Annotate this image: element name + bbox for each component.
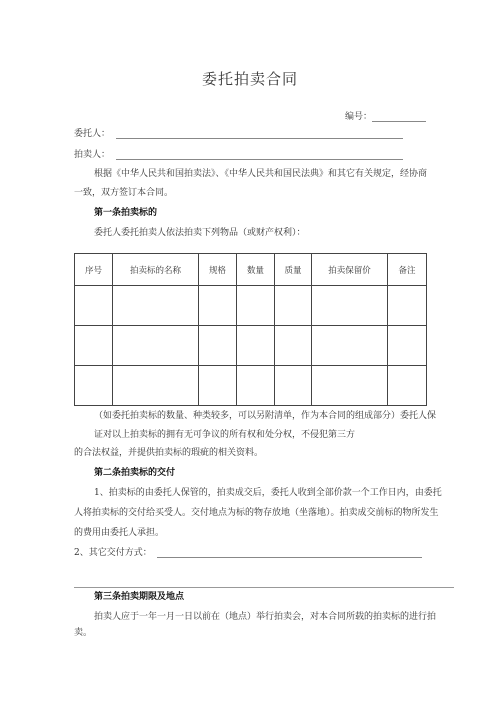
- other-delivery-field[interactable]: [157, 557, 422, 558]
- number-field[interactable]: [372, 121, 426, 122]
- table-cell[interactable]: [113, 286, 199, 326]
- col-header-reserve-price: 拍卖保留价: [312, 254, 388, 286]
- table-cell[interactable]: [237, 326, 275, 366]
- intro-text-cont: 一致，双方签订本合同。: [74, 188, 174, 198]
- table-row: [75, 366, 427, 406]
- page-title: 委托拍卖合同: [201, 70, 298, 88]
- table-note-cont: 的合法权益，并提供拍卖标的瑕疵的相关资料。: [74, 448, 264, 458]
- col-header-quality: 质量: [275, 254, 312, 286]
- article2-text-cont: 人将拍卖标的交付给买受人。交付地点为标的物存放地（坐落地）。拍卖成交前标的物所发生: [74, 508, 439, 518]
- article2-text-cont: 的费用由委托人承担。: [74, 528, 165, 538]
- consignor-field[interactable]: [116, 138, 403, 139]
- intro-text: 根据《中华人民共和国拍卖法》、《中华人民共和国民法典》和其它有关规定，经协商: [94, 169, 428, 179]
- article1-heading: 第一条拍卖标的: [94, 208, 158, 218]
- table-cell[interactable]: [75, 326, 113, 366]
- table-cell[interactable]: [199, 366, 237, 406]
- col-header-remarks: 备注: [388, 254, 427, 286]
- article3-text-cont: 卖。: [74, 628, 93, 638]
- table-cell[interactable]: [312, 326, 388, 366]
- other-delivery-label: 2、其它交付方式：: [74, 548, 152, 558]
- table-cell[interactable]: [312, 286, 388, 326]
- number-label: 编号：: [345, 112, 373, 122]
- col-header-index: 序号: [75, 254, 113, 286]
- table-note-cont: 证对以上拍卖标的拥有无可争议的所有权和处分权，不侵犯第三方: [94, 430, 356, 440]
- table-cell[interactable]: [275, 286, 312, 326]
- table-cell[interactable]: [275, 366, 312, 406]
- auctioneer-label: 拍卖人：: [74, 150, 111, 160]
- article2-text: 1、拍卖标的由委托人保管的，拍卖成交后，委托人收到全部价款一个工作日内，由委托: [94, 488, 442, 498]
- table-cell[interactable]: [312, 366, 388, 406]
- col-header-spec: 规格: [199, 254, 237, 286]
- auctioneer-field[interactable]: [116, 159, 403, 160]
- table-row: [75, 286, 427, 326]
- table-cell[interactable]: [388, 286, 427, 326]
- table-note: （如委托拍卖标的数量、种类较多，可以另附清单，作为本合同的组成部分）委托人保: [94, 411, 437, 421]
- col-header-quantity: 数量: [237, 254, 275, 286]
- table-cell[interactable]: [199, 326, 237, 366]
- auction-items-table: [74, 253, 427, 406]
- table-cell[interactable]: [113, 366, 199, 406]
- table-cell[interactable]: [113, 326, 199, 366]
- article1-text: 委托人委托拍卖人依法拍卖下列物品（或财产权利）：: [94, 228, 306, 238]
- table-cell[interactable]: [199, 286, 237, 326]
- article3-text: 拍卖人应于一年一月一日以前在（地点）举行拍卖会，对本合同所载的拍卖标的进行拍: [94, 612, 437, 622]
- col-header-item-name: 拍卖标的名称: [113, 254, 199, 286]
- table-cell[interactable]: [237, 286, 275, 326]
- table-header-row: [75, 254, 427, 286]
- table-cell[interactable]: [388, 366, 427, 406]
- article3-heading: 第三条拍卖期限及地点: [94, 592, 185, 602]
- table-cell[interactable]: [75, 286, 113, 326]
- article2-heading: 第二条拍卖标的交付: [94, 468, 176, 478]
- table-row: [75, 326, 427, 366]
- consignor-label: 委托人：: [74, 129, 111, 139]
- table-cell[interactable]: [237, 366, 275, 406]
- table-cell[interactable]: [388, 326, 427, 366]
- section-divider: [74, 587, 454, 588]
- table-cell[interactable]: [75, 366, 113, 406]
- table-cell[interactable]: [275, 326, 312, 366]
